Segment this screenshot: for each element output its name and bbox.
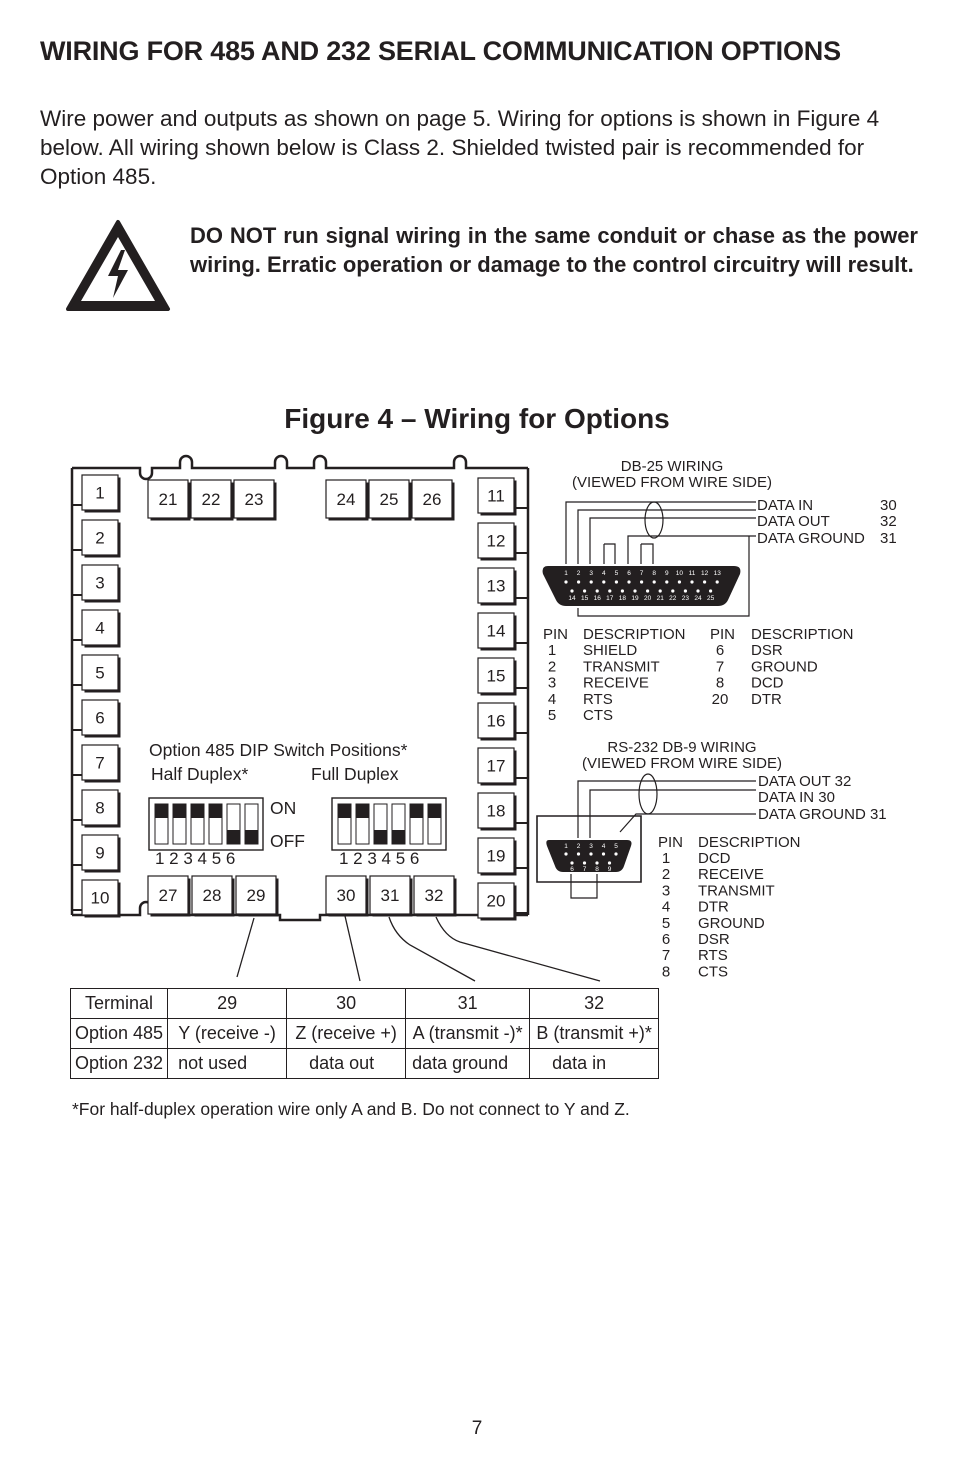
db25-pin [627, 580, 630, 583]
terminal-24 [326, 480, 369, 521]
db9-signal: DATA OUT 32 [758, 773, 852, 790]
db25-pin-number: 12 [700, 570, 709, 577]
terminal-label: 12 [486, 531, 506, 551]
table-cell: data ground [406, 1049, 530, 1079]
table-cell: A (transmit -)* [406, 1019, 530, 1049]
table-cell: Option 232 [71, 1049, 168, 1079]
db25-pin-number: 10 [675, 570, 684, 577]
db25-pin [690, 580, 693, 583]
table-cell: Z (receive +) [287, 1019, 406, 1049]
terminal-label: 27 [158, 885, 178, 905]
table-cell: 29 [168, 989, 287, 1019]
db25-signal-name: DATA OUT [757, 513, 830, 530]
terminal-21 [148, 480, 191, 521]
terminal-leader-lines [237, 916, 600, 981]
db25-pin-number: 8 [652, 570, 657, 577]
terminal-label: 16 [486, 711, 506, 731]
dip-off-label: OFF [270, 831, 305, 851]
db25-pin [671, 589, 674, 592]
terminal-label: 30 [336, 885, 356, 905]
db25-pin-number: 11 [688, 570, 696, 577]
terminal-label: 13 [486, 576, 506, 596]
terminal-26 [412, 480, 455, 521]
terminal-32 [414, 876, 457, 917]
electrical-hazard-icon [64, 218, 172, 313]
dip-switch-5-off [227, 830, 240, 844]
db25-pin-header: PIN [710, 626, 736, 643]
terminal-label: 32 [424, 885, 444, 905]
terminal-3 [82, 565, 121, 603]
db25-pin-number: 2 [576, 570, 581, 577]
terminal-label: 19 [486, 846, 506, 866]
terminal-12 [478, 523, 517, 561]
terminal-9 [82, 835, 121, 873]
db25-pin-number-text: 20 [711, 690, 729, 708]
terminal-8 [82, 790, 121, 828]
terminal-20 [478, 883, 517, 921]
terminal-31 [370, 876, 413, 917]
shield-marker [639, 774, 657, 814]
db25-pin-number: 16 [593, 595, 601, 602]
dip-switch-5-on [410, 804, 423, 818]
db9-pin-description: CTS [698, 963, 728, 981]
terminal-label: 25 [379, 489, 399, 509]
db9-pin-number: 8 [595, 866, 599, 873]
dip-on-label: ON [270, 798, 297, 818]
db25-pin [653, 580, 656, 583]
db25-pin-list [548, 642, 818, 724]
db25-pin-number-text: 1 [547, 642, 557, 659]
db25-signal-num: 31 [880, 530, 897, 547]
db25-pin-number: 21 [656, 595, 664, 602]
terminal-25 [369, 480, 412, 521]
terminal-label: 9 [95, 843, 105, 863]
db25-pin-number: 3 [589, 570, 594, 577]
figure-title: Figure 4 – Wiring for Options [284, 403, 670, 434]
db25-pin-description: GROUND [751, 658, 818, 676]
db25-pin [590, 580, 593, 583]
dip-full-numbers: 1 2 3 4 5 6 [339, 849, 420, 868]
terminal-27 [148, 876, 191, 917]
terminal-16 [478, 703, 517, 741]
db25-pin-number: 17 [606, 595, 614, 602]
db25-desc-header: DESCRIPTION [583, 626, 686, 643]
db9-pin-number: 1 [564, 843, 568, 850]
db25-pin-description: RTS [583, 690, 613, 708]
db9-pin [608, 861, 611, 864]
db25-pin [570, 589, 573, 592]
db25-pin-number-text: 5 [547, 707, 557, 725]
terminal-17 [478, 748, 517, 786]
table-cell: B (transmit +)* [530, 1019, 659, 1049]
db25-pin-description: TRANSMIT [583, 658, 660, 676]
terminal-label: 3 [95, 573, 105, 593]
db25-pin-number: 22 [669, 595, 677, 602]
dip-switch-2-on [356, 804, 369, 818]
db9-pin-number-text: 5 [661, 914, 671, 932]
db25-title-line1: DB-25 WIRING [620, 458, 724, 475]
terminal-label: 17 [486, 756, 506, 776]
footnote: *For half-duplex operation wire only A and B. Do not connect to Y and Z. [72, 1099, 630, 1119]
wiring-diagram [0, 440, 954, 985]
db25-pin-number-text: 3 [547, 674, 557, 692]
db25-pin [703, 580, 706, 583]
table-cell: Y (receive -) [168, 1019, 287, 1049]
db25-pin [602, 580, 605, 583]
db9-pin-number-text: 4 [661, 898, 671, 916]
dip-switch-2-on [173, 804, 186, 818]
dip-switch-4-off [392, 830, 405, 844]
terminal-7 [82, 745, 121, 783]
db25-pin-number: 9 [664, 570, 669, 577]
db9-pin-description: DTR [698, 898, 729, 916]
db25-pin-number-text: 7 [715, 658, 725, 676]
db9-pin-number-text: 8 [661, 963, 671, 981]
page-number: 7 [471, 1418, 483, 1439]
db9-pin-number-text: 7 [661, 947, 671, 965]
dip-switch-3-off [374, 830, 387, 844]
db9-pin-description: TRANSMIT [698, 882, 775, 900]
db9-pin-number: 4 [601, 843, 606, 850]
dip-switch-4-on [209, 804, 222, 818]
table-cell: 32 [530, 989, 659, 1019]
db9-pin-number-text: 3 [661, 882, 671, 900]
table-row [71, 1049, 659, 1079]
terminal-1 [82, 475, 121, 513]
db25-pin [659, 589, 662, 592]
db25-pin-description: DTR [751, 690, 782, 708]
terminal-label: 21 [158, 489, 178, 509]
db25-pin [615, 580, 618, 583]
db25-pin-number: 20 [643, 595, 652, 602]
terminal-5 [82, 655, 121, 693]
db25-pin-description: DCD [751, 674, 784, 692]
terminal-label: 24 [336, 489, 356, 509]
db25-pin [577, 580, 580, 583]
page-heading: WIRING FOR 485 AND 232 SERIAL COMMUNICATION OPTIONS [40, 36, 841, 66]
db9-signal: DATA IN 30 [758, 789, 835, 806]
db9-pin [564, 852, 567, 855]
table-cell: 30 [287, 989, 406, 1019]
db9-pin [602, 852, 605, 855]
db9-pin-description: GROUND [698, 914, 765, 932]
table-cell: not used [168, 1049, 287, 1079]
db25-pin-number: 4 [601, 570, 606, 577]
db9-pin [577, 852, 580, 855]
db25-pin-description: RECEIVE [583, 674, 649, 692]
dip-full-label: Full Duplex [311, 764, 399, 784]
db9-pin-description: RECEIVE [698, 866, 764, 884]
db9-pin-description: RTS [698, 947, 728, 965]
db25-signal-num: 30 [880, 497, 897, 514]
db25-pin [596, 589, 599, 592]
db9-pin-description: DCD [698, 850, 731, 867]
db9-pin-number: 3 [589, 843, 593, 850]
terminal-group [72, 475, 528, 921]
terminal-11 [478, 478, 517, 516]
db25-pin-number: 24 [694, 595, 702, 602]
db25-pin-number: 6 [627, 570, 631, 577]
db25-pin [621, 589, 624, 592]
db9-pin [583, 861, 586, 864]
db25-pin-number-text: 6 [715, 642, 725, 659]
db25-pin-number: 15 [580, 595, 589, 602]
warning-text: DO NOT run signal wiring in the same conduit or chase as the power wiring. Erratic operation or damage to the control circuitry will result. [190, 223, 918, 277]
db25-pin-number: 13 [713, 570, 721, 577]
table-cell: Terminal [71, 989, 168, 1019]
db25-pin [665, 580, 668, 583]
dip-title: Option 485 DIP Switch Positions* [149, 740, 408, 760]
terminal-2 [82, 520, 121, 558]
dip-half-numbers: 1 2 3 4 5 6 [155, 849, 236, 868]
db9-pin-number: 7 [582, 866, 587, 873]
terminal-19 [478, 838, 517, 876]
terminal-label: 26 [422, 489, 442, 509]
terminal-15 [478, 658, 517, 696]
terminal-28 [192, 876, 235, 917]
table-row [71, 1019, 659, 1049]
db25-pin [709, 589, 712, 592]
terminal-18 [478, 793, 517, 831]
db25-pin-number: 7 [639, 570, 644, 577]
terminal-label: 22 [201, 489, 221, 509]
db25-signal-num: 32 [880, 513, 897, 530]
db9-pin-header: PIN [658, 834, 684, 851]
terminal-label: 29 [246, 885, 266, 905]
db25-pin-number: 14 [568, 595, 576, 602]
db9-pin-number-text: 2 [661, 866, 671, 884]
dip-switch-1-on [338, 804, 351, 818]
terminal-label: 8 [95, 798, 105, 818]
db25-pin [583, 589, 586, 592]
db9-pin [595, 861, 598, 864]
terminal-29 [236, 876, 279, 917]
dip-switch-1-on [155, 804, 168, 818]
terminal-label: 15 [486, 666, 506, 686]
terminal-option-table [70, 988, 659, 1079]
db9-pin-number-text: 6 [661, 931, 671, 948]
table-header-row [71, 989, 659, 1019]
terminal-label: 11 [487, 486, 505, 506]
terminal-label: 5 [95, 663, 105, 683]
terminal-label: 7 [95, 753, 105, 773]
db25-pin [684, 589, 687, 592]
db25-pin-number: 25 [706, 595, 715, 602]
db25-pin [696, 589, 699, 592]
db25-pin-description: CTS [583, 707, 613, 725]
db9-pin-number-text: 1 [661, 850, 671, 867]
db9-pin [570, 861, 573, 864]
db25-signal-name: DATA IN [757, 497, 814, 514]
db25-pin-number: 1 [564, 570, 568, 577]
dip-switch-6-on [428, 804, 441, 818]
db25-connector-group [543, 502, 756, 616]
db25-pin-description: SHIELD [583, 642, 638, 659]
db25-signal-name: DATA GROUND [757, 530, 865, 547]
db25-pin-header: PIN [543, 626, 569, 643]
db25-desc-header: DESCRIPTION [751, 626, 854, 643]
shield-marker [645, 502, 663, 538]
terminal-label: 23 [244, 489, 264, 509]
dip-half-label: Half Duplex* [151, 764, 249, 784]
terminal-label: 20 [486, 891, 506, 911]
terminal-label: 6 [95, 708, 105, 728]
db9-desc-header: DESCRIPTION [698, 834, 801, 851]
db25-pin [564, 580, 567, 583]
dip-switch-full-duplex [332, 798, 446, 850]
table-cell: Option 485 [71, 1019, 168, 1049]
terminal-label: 28 [202, 885, 222, 905]
dip-switch-3-on [191, 804, 204, 818]
db9-pin-list [662, 850, 775, 980]
table-cell: 31 [406, 989, 530, 1019]
db9-title-line1: RS-232 DB-9 WIRING [607, 739, 757, 756]
terminal-23 [234, 480, 277, 521]
db9-title-line2: (VIEWED FROM WIRE SIDE) [582, 755, 782, 772]
db25-pin-description: DSR [751, 642, 783, 659]
db9-pin-number: 9 [607, 866, 612, 873]
terminal-6 [82, 700, 121, 738]
db25-pin-number: 5 [614, 570, 619, 577]
db25-pin [716, 580, 719, 583]
terminal-label: 1 [95, 483, 105, 503]
terminal-4 [82, 610, 121, 648]
table-cell: data in [530, 1049, 659, 1079]
terminal-label: 4 [95, 618, 105, 638]
db25-pin-number: 23 [681, 595, 690, 602]
terminal-30 [326, 876, 369, 917]
terminal-13 [478, 568, 517, 606]
terminal-label: 10 [90, 888, 110, 908]
terminal-10 [82, 880, 121, 918]
db25-pin-number: 19 [631, 595, 639, 602]
dip-switch-half-duplex [149, 798, 263, 850]
intro-paragraph: Wire power and outputs as shown on page 5. Wiring for options is shown in Figure 4 below. All wiring shown below is Class 2. Shielded twisted pair is recommended for Option 485. [40, 106, 880, 189]
db25-pin-number-text: 2 [547, 658, 557, 676]
db9-pin-number: 5 [614, 843, 618, 850]
terminal-22 [191, 480, 234, 521]
dip-switch-6-off [245, 830, 258, 844]
db25-pin [678, 580, 681, 583]
terminal-label: 18 [486, 801, 506, 821]
db9-pin [589, 852, 592, 855]
db9-pin [614, 852, 617, 855]
table-cell: data out [287, 1049, 406, 1079]
terminal-label: 31 [380, 885, 400, 905]
db9-pin-description: DSR [698, 931, 730, 948]
db25-title-line2: (VIEWED FROM WIRE SIDE) [572, 474, 772, 491]
db25-pin [640, 580, 643, 583]
terminal-14 [478, 613, 517, 651]
terminal-label: 14 [486, 621, 506, 641]
db25-pin-number: 18 [618, 595, 627, 602]
db25-pin [633, 589, 636, 592]
db9-signal: DATA GROUND 31 [758, 806, 887, 823]
db9-pin-number: 6 [570, 866, 574, 873]
db25-pin [646, 589, 649, 592]
db25-pin [608, 589, 611, 592]
terminal-label: 2 [95, 528, 105, 548]
db9-pin-number: 2 [576, 843, 581, 850]
db25-pin-number-text: 8 [715, 674, 725, 692]
db25-pin-number-text: 4 [547, 690, 557, 708]
